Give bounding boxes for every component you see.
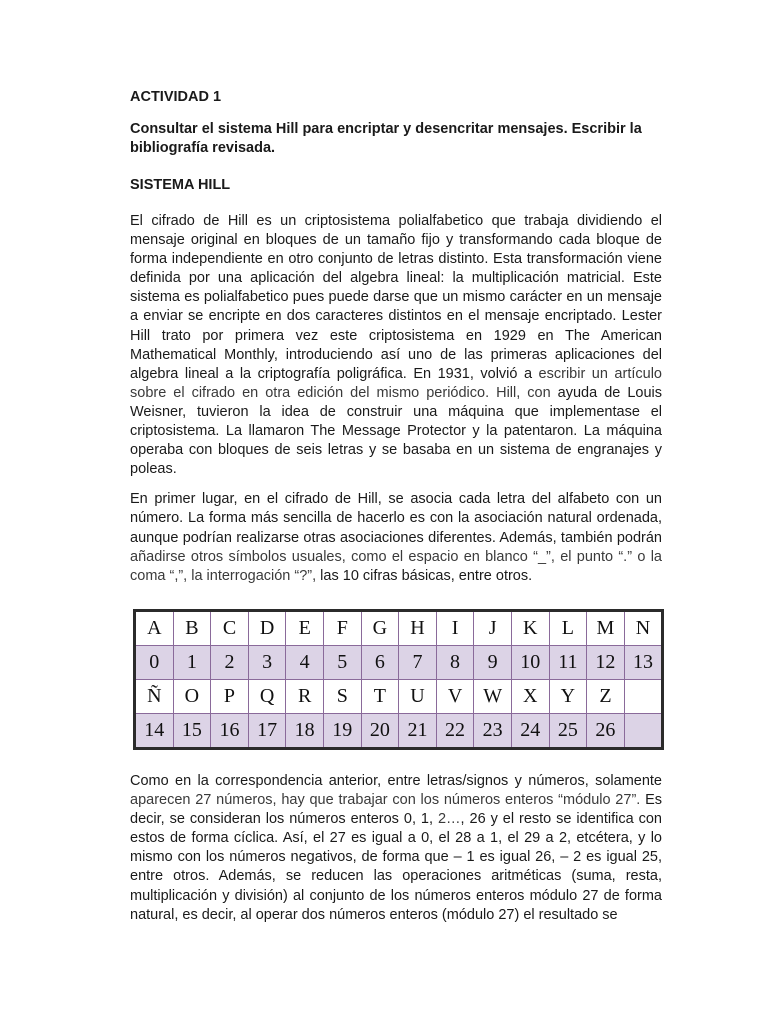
paragraph-modulo-part5: , 26 y el resto se identifica con estos de forma cíclica. Así, el 27 es igual a 0, el 28 a 1, el 29 a 2, etcétera, y lo mismo con los números negativos, de forma que – 1 es igual 26, – 2 es igual 25, entre otros. Además, se reducen las operaciones aritméticas (suma, resta, multiplicación y división) al conjunto de los números enteros módulo 27 de forma natural, es decir, al operar dos números enteros (módulo 27) el resultado se [130,811,662,923]
letter-cell: L [549,611,587,646]
number-cell: 7 [399,646,437,680]
paragraph-modulo-part2: aparecen 27 números, hay que trabajar con los números enteros “módulo 27”. [130,792,641,809]
number-cell: 15 [173,714,211,749]
paragraph-hill-intro-part1: El cifrado de Hill es un criptosistema polialfabetico que trabaja dividiendo el mensaje original en bloques de un tamaño fijo y transformando cada bloque de forma independiente en otro conjunto de letras distinto. Esta transformación viene definida por una aplicación del algebra lineal: la multiplicación matricial. Este sistema es polialfabetico pues puede darse que un mismo carácter en un mensaje a enviar se encripte en dos caracteres distintos en el mensaje encriptado. Lester Hill trato por primera vez este criptosistema en 1929 en The American Mathematical Monthly, introduciendo así uno de las primeras aplicaciones del algebra lineal a la criptografía poligráfica. En 1931, volvió a [130,213,662,382]
number-cell: 21 [399,714,437,749]
letter-cell [624,680,663,714]
letter-row [135,611,663,646]
letter-cell: M [587,611,625,646]
letter-cell: F [323,611,361,646]
number-cell: 16 [211,714,249,749]
number-cell: 12 [587,646,625,680]
letter-cell: K [511,611,549,646]
letter-cell: R [286,680,324,714]
letter-cell: U [399,680,437,714]
number-cell: 0 [135,646,174,680]
section-title: SISTEMA HILL [130,177,231,193]
activity-title: ACTIVIDAD 1 [130,89,222,105]
letter-cell: Y [549,680,587,714]
letter-cell: J [474,611,512,646]
paragraph-modulo-wrapper [130,772,662,925]
number-cell: 8 [436,646,474,680]
paragraph-alphabet-part2: añadirse otros símbolos usuales, como el espacio en blanco “_”, el punto “.” o la coma “,”, la interrogación “?”, [130,548,662,584]
letter-cell: G [361,611,399,646]
number-cell: 19 [323,714,361,749]
number-cell: 24 [511,714,549,749]
letter-cell: E [286,611,324,646]
assignment-statement: Consultar el sistema Hill para encriptar y desencritar mensajes. Escribir la bibliografía revisada. [130,121,642,156]
letter-cell: X [511,680,549,714]
alphabet-table-body [135,611,663,749]
paragraph-alphabet-association [130,490,662,585]
number-cell: 2 [211,646,249,680]
number-cell: 23 [474,714,512,749]
paragraph-modulo-part3: Es decir, se consideran los números enteros 0, 1, [130,792,663,828]
paragraph-hill-intro-part2: escribir un artículo sobre el cifrado en otra edición del mismo periódico. Hill, con [130,365,662,401]
letter-cell: A [135,611,174,646]
letter-cell: Z [587,680,625,714]
letter-cell: O [173,680,211,714]
paragraph-hill-intro [130,212,662,479]
number-cell: 5 [323,646,361,680]
number-cell: 17 [248,714,286,749]
paragraph-modulo-part1: Como en la correspondencia anterior, entre letras/signos y números, solamente [130,773,662,789]
letter-cell: B [173,611,211,646]
letter-cell: I [436,611,474,646]
letter-cell: D [248,611,286,646]
letter-cell: Q [248,680,286,714]
number-cell: 26 [587,714,625,749]
alphabet-number-table [133,609,664,750]
number-cell: 14 [135,714,174,749]
number-cell: 6 [361,646,399,680]
letter-cell: T [361,680,399,714]
number-cell: 9 [474,646,512,680]
paragraph-hill-intro-part3: ayuda de Louis Weisner, tuvieron la idea de construir una máquina que implementase el criptosistema. La llamaron The Message Protector y la patentaron. La máquina operaba con bloques de seis letras y se basaba en un sistema de engranajes y poleas. [130,384,662,478]
number-cell: 22 [436,714,474,749]
number-cell: 20 [361,714,399,749]
paragraph-modulo-part4: 2… [437,811,461,828]
number-cell [624,714,663,749]
document-body [130,88,662,586]
letter-cell: P [211,680,249,714]
number-cell: 11 [549,646,587,680]
letter-cell: W [474,680,512,714]
paragraph-alphabet-part3: las 10 cifras básicas, entre otros. [316,567,533,584]
number-cell: 25 [549,714,587,749]
letter-cell: C [211,611,249,646]
letter-row [135,680,663,714]
alphabet-table-wrapper [133,609,664,750]
number-row [135,646,663,680]
paragraph-alphabet-part1: En primer lugar, en el cifrado de Hill, se asocia cada letra del alfabeto con un número. La forma más sencilla de hacerlo es con la asociación natural ordenada, aunque podrían realizarse otras asociaciones diferentes. Además, también podrán [130,491,662,546]
paragraph-modulo-27 [130,772,662,925]
number-row [135,714,663,749]
number-cell: 10 [511,646,549,680]
number-cell: 13 [624,646,663,680]
number-cell: 4 [286,646,324,680]
number-cell: 18 [286,714,324,749]
letter-cell: Ñ [135,680,174,714]
letter-cell: V [436,680,474,714]
number-cell: 1 [173,646,211,680]
letter-cell: N [624,611,663,646]
number-cell: 3 [248,646,286,680]
letter-cell: H [399,611,437,646]
letter-cell: S [323,680,361,714]
